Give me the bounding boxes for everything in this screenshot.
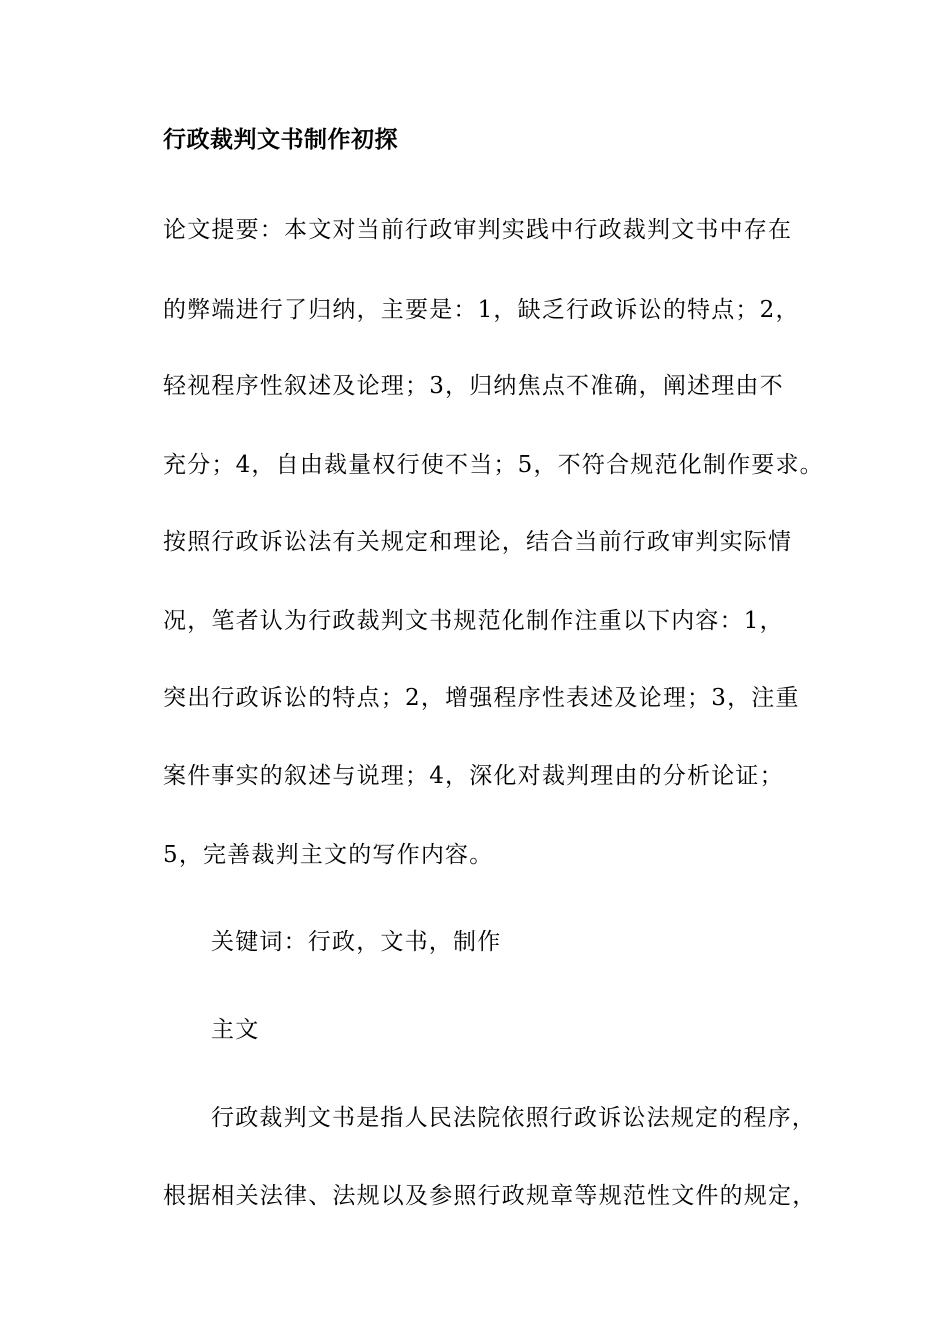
body-line-1: 行政裁判文书是指人民法院依照行政诉讼法规定的程序， [211, 1105, 816, 1131]
abstract-line-6: 况，笔者认为行政裁判文书规范化制作注重以下内容：1， [163, 608, 784, 634]
section-heading: 主文 [211, 1017, 260, 1043]
abstract-line-2: 的弊端进行了归纳，主要是：1，缺乏行政诉讼的特点；2， [163, 297, 800, 323]
body-line-2: 根据相关法律、法规以及参照行政规章等规范性文件的规定， [163, 1183, 817, 1209]
abstract-line-1: 论文提要：本文对当前行政审判实践中行政裁判文书中存在 [163, 217, 793, 243]
abstract-line-5: 按照行政诉讼法有关规定和理论，结合当前行政审判实际情 [163, 529, 793, 555]
abstract-line-7: 突出行政诉讼的特点；2，增强程序性表述及论理；3，注重 [163, 685, 800, 711]
abstract-line-3: 轻视程序性叙述及论理；3，归纳焦点不准确，阐述理由不 [163, 373, 784, 399]
abstract-line-4: 充分；4，自由裁量权行使不当；5，不符合规范化制作要求。 [163, 452, 824, 478]
abstract-line-8: 案件事实的叙述与说理；4，深化对裁判理由的分析论证； [163, 763, 784, 789]
abstract-line-9: 5，完善裁判主文的写作内容。 [163, 842, 494, 868]
keywords-line: 关键词：行政，文书，制作 [211, 929, 502, 955]
document-title: 行政裁判文书制作初探 [163, 126, 398, 153]
